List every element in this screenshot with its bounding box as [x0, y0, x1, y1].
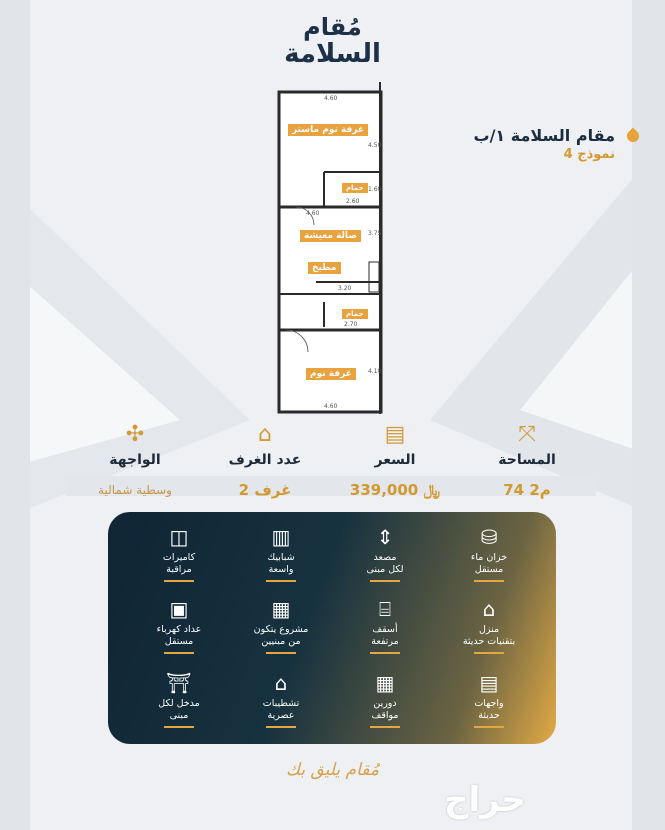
feature-text: مشروع يتكون من مبنيين: [253, 624, 309, 647]
feature-text: تشطيبات عصرية: [262, 698, 300, 721]
feature-text: مصعد لكل مبنى: [366, 552, 404, 575]
dim-label: 4.10: [368, 368, 382, 375]
feature-meter: [134, 596, 224, 654]
water-tank-icon: ⛁: [480, 525, 498, 549]
room-kitchen: مطبخ: [308, 262, 341, 274]
feature-cameras: [134, 524, 224, 582]
feature-water-tank: [444, 524, 534, 582]
stat-value: 339,000 ﷼: [349, 481, 441, 499]
stat-label: الواجهة: [109, 452, 161, 468]
dim-label: 4.60: [306, 210, 320, 217]
area-icon: ⤧: [518, 422, 536, 447]
dim-label: 4.50: [368, 142, 382, 149]
window-icon: ▥: [271, 525, 291, 549]
dim-label: 4.60: [324, 403, 338, 410]
compass-icon: ✣: [125, 422, 145, 447]
stat-price: [330, 420, 460, 499]
feature-ceilings: [340, 596, 430, 654]
brand-line-2: السلامة: [284, 39, 381, 69]
ceiling-icon: ⌸: [379, 597, 391, 621]
features-panel: [108, 512, 556, 744]
feature-text: كاميرات مراقبة: [162, 552, 196, 575]
dim-label: 3.75: [368, 230, 382, 237]
stat-value: 2 غرف: [238, 481, 292, 499]
brand-logo: [0, 14, 665, 68]
feature-text: خزان ماء مستقل: [470, 552, 508, 575]
entrance-icon: ⛩: [166, 671, 192, 695]
slogan: مُقام يليق بك: [286, 760, 379, 780]
stat-area: [462, 420, 592, 499]
buildings-icon: ▦: [271, 597, 291, 621]
dim-label: 2.60: [346, 198, 360, 205]
unit-title: مقام السلامة ١/ب: [473, 126, 615, 145]
stat-rooms: [200, 420, 330, 499]
feature-windows: [236, 524, 326, 582]
camera-icon: ◫: [169, 525, 189, 549]
dim-label: 2.70: [344, 321, 358, 328]
feature-text: أسقف مرتفعة: [371, 624, 399, 647]
money-icon: ▤: [384, 422, 406, 447]
room-bathroom-1: حمام: [342, 183, 368, 193]
stat-value: 74 م2: [503, 481, 551, 499]
unit-heading: [473, 126, 615, 162]
stat-facade: [70, 420, 200, 497]
dim-label: 4.60: [324, 95, 338, 102]
brand-line-1: مُقام: [303, 13, 362, 41]
finishing-icon: ⌂: [274, 671, 288, 695]
feature-text: منزل بتقنيات حديثة: [462, 624, 516, 647]
feature-finishing: [236, 670, 326, 728]
feature-text: عداد كهرباء مستقل: [156, 624, 202, 647]
feature-smart-home: [444, 596, 534, 654]
stat-label: المساحة: [498, 452, 556, 468]
stats-row: [66, 420, 596, 499]
feature-two-buildings: [236, 596, 326, 654]
feature-text: شبابيك واسعة: [267, 552, 295, 575]
feature-facades: [444, 670, 534, 728]
bed-icon: ⌂: [258, 422, 272, 447]
stat-value: وسطية شمالية: [98, 483, 172, 497]
meter-icon: ▣: [169, 597, 189, 621]
smart-home-icon: ⌂: [482, 597, 496, 621]
room-master-bedroom: غرفة نوم ماستر: [288, 124, 368, 136]
stat-label: السعر: [374, 452, 416, 468]
elevator-icon: ⇕: [376, 525, 394, 549]
room-bedroom: غرفة نوم: [306, 368, 356, 380]
dim-label: 1.60: [368, 186, 382, 193]
parking-icon: ▦: [375, 671, 395, 695]
stat-label: عدد الغرف: [228, 452, 302, 468]
feature-entrance: [134, 670, 224, 728]
unit-model: نموذج 4: [563, 147, 615, 162]
room-living: صالة معيشة: [300, 230, 361, 242]
feature-text: مدخل لكل مبنى: [158, 698, 200, 721]
feature-text: واجهات حديثة: [474, 698, 504, 721]
floor-plan: [276, 82, 384, 414]
dim-label: 3.20: [338, 285, 352, 292]
facade-icon: ▤: [479, 671, 499, 695]
room-bathroom-2: حمام: [342, 309, 368, 319]
feature-elevator: [340, 524, 430, 582]
feature-text: دورين مواقف: [371, 698, 399, 721]
feature-parking: [340, 670, 430, 728]
haraj-watermark: حراج: [444, 780, 526, 820]
